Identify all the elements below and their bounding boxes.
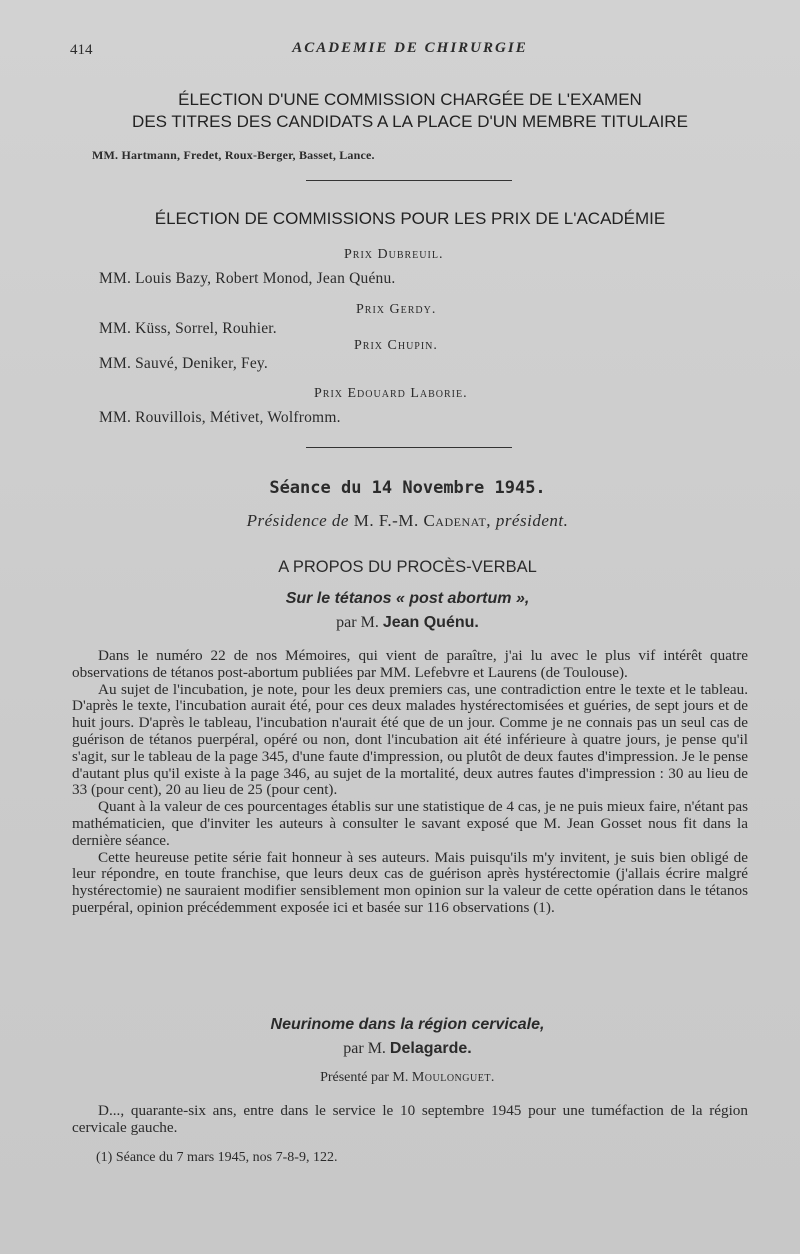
running-title: ACADEMIE DE CHIRURGIE: [292, 40, 528, 56]
commission-title-line2: DES TITRES DES CANDIDATS A LA PLACE D'UN MEMBRE TITULAIRE: [132, 112, 688, 131]
author-name: Delagarde.: [389, 1040, 472, 1057]
prize-members: MM. Sauvé, Deniker, Fey.: [99, 355, 268, 372]
prize-name: Prix Gerdy.: [356, 302, 437, 317]
presented-by: [0, 1070, 800, 1086]
divider: [306, 447, 512, 448]
byline-prefix: par M.: [343, 1040, 386, 1057]
presidence-name-prefix: M. F.-M.: [353, 511, 419, 530]
prizes-title: ÉLECTION DE COMMISSIONS POUR LES PRIX DE L'ACADÉMIE: [154, 209, 666, 228]
divider: [306, 180, 512, 181]
byline: [0, 614, 800, 632]
article-body: [72, 1103, 748, 1137]
section-title: A PROPOS DU PROCÈS-VERBAL: [278, 558, 537, 576]
prize-name: Prix Dubreuil.: [344, 247, 444, 262]
prize-members: MM. Rouvillois, Métivet, Wolfromm.: [99, 409, 341, 426]
commission-title-line1: ÉLECTION D'UNE COMMISSION CHARGÉE DE L'EXAMEN: [178, 90, 642, 109]
prize-members: MM. Louis Bazy, Robert Monod, Jean Quénu.: [99, 270, 396, 287]
paragraph: D..., quarante-six ans, entre dans le service le 10 septembre 1945 pour une tuméfaction de la région cervicale gauche.: [72, 1102, 748, 1136]
prize-name: Prix Chupin.: [354, 338, 438, 353]
byline-prefix: par M.: [336, 614, 379, 631]
presented-name: Moulonguet.: [411, 1070, 495, 1085]
presidence-label: Présidence de: [246, 511, 349, 530]
presented-prefix: Présenté par M.: [320, 1070, 409, 1085]
author-name: Jean Quénu.: [382, 614, 479, 631]
footnote: (1) Séance du 7 mars 1945, nos 7-8-9, 122.: [96, 1150, 338, 1165]
prize-members: MM. Küss, Sorrel, Rouhier.: [99, 320, 277, 337]
paragraph: Au sujet de l'incubation, je note, pour les deux premiers cas, une contradiction entre le texte et le tableau. D'après le texte, l'incubation aurait été, pour ces deux malades hystérectomisées et guéries, de sept jours et de huit jours. D'après le tableau, l'incubation n'aurait été que de un jour. Comme je ne connais pas un seul cas de guérison de tétanos puerpéral, opéré ou non, dont l'incubation ait été inférieure à quatre jours, je pense qu'il s'agit, sur le tableau de la page 345, d'une faute d'impression, ou plutôt de deux fautes d'impression. Je le pense d'autant plus qu'il existe à la page 346, au sujet de la mortalité, deux autres fautes d'impression : 30 au lieu de 33 (pour cent), 20 au lieu de 25 (pour cent).: [72, 680, 748, 799]
article-body: [72, 648, 748, 917]
paragraph: Dans le numéro 22 de nos Mémoires, qui vient de paraître, j'ai lu avec le plus vif intérêt quatre observations de tétanos post-abortum publiées par MM. Lefebvre et Laurens (de Toulouse).: [72, 647, 748, 681]
presidence-name: Cadenat,: [423, 511, 492, 530]
paragraph: Cette heureuse petite série fait honneur à ses auteurs. Mais puisqu'ils m'y invitent, je suis bien obligé de leur répondre, en toute franchise, que leurs deux cas de guérison après hystérectomie (j'allais écrire malgré hystérectomie) ne sauraient modifier sensiblement mon opinion sur la valeur de cette opération dans le tétanos puerpéral, opinion précédemment exposée ici et basée sur 116 observations (1).: [72, 848, 748, 916]
byline: [0, 1040, 800, 1058]
prize-name: Prix Edouard Laborie.: [314, 386, 468, 401]
page-number: 414: [70, 42, 93, 58]
presidence-line: [0, 511, 800, 531]
article-subtitle: Sur le tétanos « post abortum »,: [285, 590, 530, 607]
article-subtitle: Neurinome dans la région cervicale,: [270, 1016, 545, 1033]
paragraph: Quant à la valeur de ces pourcentages établis sur une statistique de 4 cas, je ne puis mieux faire, n'étant pas mathématicien, que d'inviter les auteurs à consulter le savant exposé que M. Jean Gosset nous fit dans la dernière séance.: [72, 798, 748, 849]
seance-title: Séance du 14 Novembre 1945.: [269, 478, 546, 498]
presidence-role: président.: [495, 511, 569, 530]
commission-members: MM. Hartmann, Fredet, Roux-Berger, Basset, Lance.: [92, 148, 375, 162]
